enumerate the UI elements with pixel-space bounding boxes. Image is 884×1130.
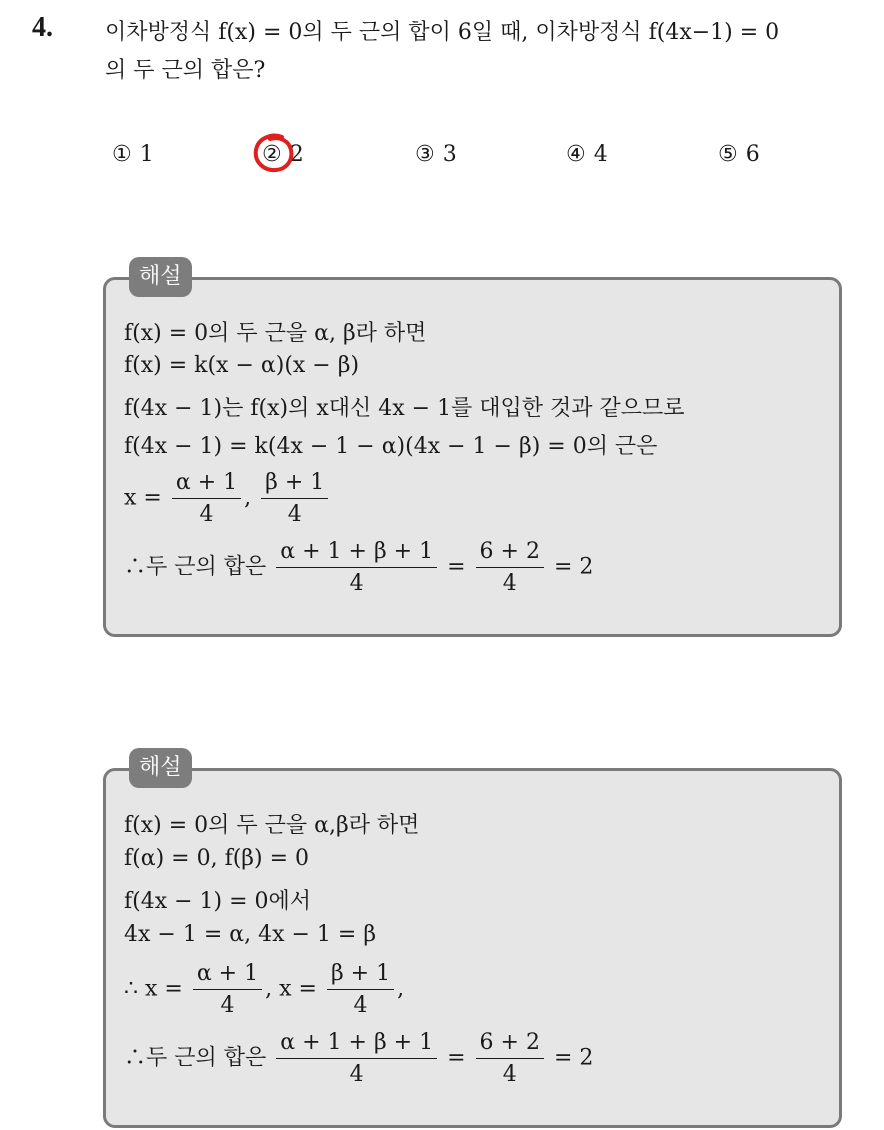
choice-value: 3: [442, 142, 457, 167]
solution1-line-4: f(4x − 1) = k(4x − 1 − α)(4x − 1 − β) = 0의 근은: [124, 434, 658, 459]
equation-prefix: x =: [124, 485, 162, 511]
choice-marker: ②: [262, 142, 282, 167]
answer-circle-icon: [252, 132, 296, 174]
separator: , x =: [265, 976, 317, 1002]
solution-tag-1: 해설: [129, 257, 192, 297]
question-line-2: 의 두 근의 합은?: [105, 58, 266, 83]
separator: ,: [397, 976, 405, 1002]
fraction-denominator: 4: [502, 571, 517, 596]
fraction-numerator: β + 1: [261, 470, 328, 499]
fraction-denominator: 4: [349, 571, 364, 596]
fraction-denominator: 4: [199, 502, 214, 527]
solution2-line-6: [124, 1030, 593, 1087]
solution2-line-5: [124, 961, 404, 1018]
choice-value: 2: [289, 142, 304, 167]
choice-4[interactable]: [566, 142, 608, 167]
fraction: [261, 470, 328, 527]
fraction-denominator: 4: [220, 993, 235, 1018]
separator: ,: [244, 485, 252, 511]
choice-marker: ③: [415, 142, 435, 167]
fraction: [172, 470, 241, 527]
solution2-line-2: f(α) = 0, f(β) = 0: [124, 846, 310, 871]
choice-value: 4: [593, 142, 608, 167]
choice-3[interactable]: [415, 142, 457, 167]
result: = 2: [553, 1045, 594, 1071]
question-number: 4.: [32, 12, 53, 43]
fraction-numerator: α + 1: [172, 470, 241, 499]
fraction: [476, 1030, 544, 1087]
fraction-numerator: α + 1: [193, 961, 262, 990]
choice-1[interactable]: [112, 142, 154, 167]
solution-tag-2: 해설: [129, 748, 192, 788]
fraction-denominator: 4: [349, 1062, 364, 1087]
fraction-denominator: 4: [353, 993, 368, 1018]
fraction: [476, 539, 544, 596]
solution1-line-2: f(x) = k(x − α)(x − β): [124, 353, 360, 378]
choice-value: 6: [745, 142, 760, 167]
solution1-line-6: [124, 539, 593, 596]
choice-5[interactable]: [718, 142, 760, 167]
fraction: [327, 961, 394, 1018]
fraction-denominator: 4: [502, 1062, 517, 1087]
fraction-numerator: 6 + 2: [476, 1030, 544, 1059]
question-line-1: 이차방정식 f(x) = 0의 두 근의 합이 6일 때, 이차방정식 f(4x−1) = 0: [105, 20, 780, 45]
choice-marker: ④: [566, 142, 586, 167]
solution2-line-1: f(x) = 0의 두 근을 α,β라 하면: [124, 813, 420, 838]
choice-marker: ①: [112, 142, 132, 167]
question-text: [105, 14, 779, 90]
equation-prefix: ∴ x =: [124, 976, 183, 1002]
fraction-numerator: α + 1 + β + 1: [276, 539, 437, 568]
fraction: [193, 961, 262, 1018]
therefore-text: ∴두 근의 합은: [124, 1045, 267, 1071]
fraction: [276, 539, 437, 596]
choice-marker: ⑤: [718, 142, 738, 167]
fraction-numerator: β + 1: [327, 961, 394, 990]
fraction-numerator: 6 + 2: [476, 539, 544, 568]
choice-value: 1: [139, 142, 154, 167]
fraction-numerator: α + 1 + β + 1: [276, 1030, 437, 1059]
solution2-line-3: f(4x − 1) = 0에서: [124, 889, 312, 914]
equals-sign: =: [447, 554, 466, 580]
solution1-line-1: f(x) = 0의 두 근을 α, β라 하면: [124, 321, 427, 346]
fraction: [276, 1030, 437, 1087]
solution1-line-3: f(4x − 1)는 f(x)의 x대신 4x − 1를 대입한 것과 같으므로: [124, 396, 685, 421]
solution1-line-5: [124, 470, 331, 527]
solution2-line-4: 4x − 1 = α, 4x − 1 = β: [124, 922, 377, 947]
fraction-denominator: 4: [287, 502, 302, 527]
equals-sign: =: [447, 1045, 466, 1071]
result: = 2: [553, 554, 594, 580]
therefore-text: ∴두 근의 합은: [124, 554, 267, 580]
